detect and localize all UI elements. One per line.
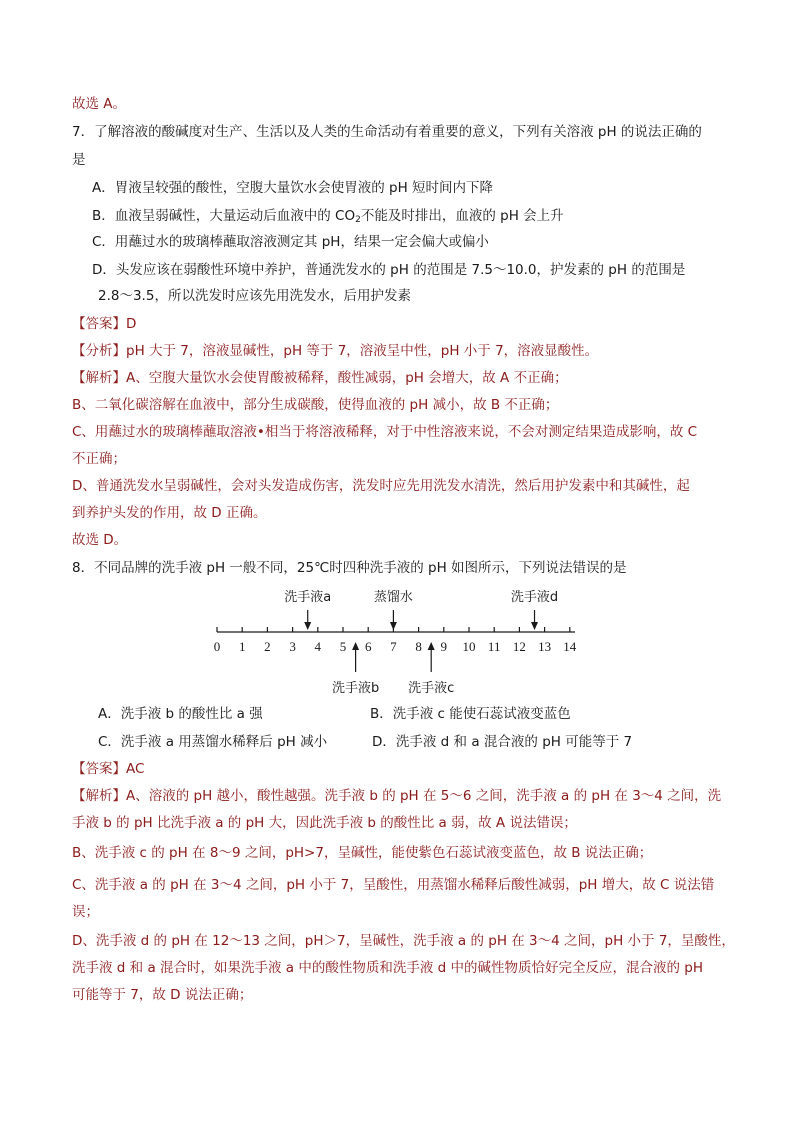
ph-scale-diagram [200, 584, 600, 699]
q8-option-a: A．洗手液 b 的酸性比 a 强 [98, 706, 263, 722]
q8-explain-a-text: A、溶液的 pH 越小，酸性越强。洗手液 b 的 pH 在 5～6 之间，洗手液 a 的 pH 在 3～4 之间，洗 [126, 788, 722, 804]
q7-option-b-sub: 2 [355, 215, 361, 225]
q7-stem-line1: 7．了解溶液的酸碱度对生产、生活以及人类的生命活动有着重要的意义，下列有关溶液 pH 的说法正确的 [72, 124, 702, 140]
q7-option-b-post: 不能及时排出，血液的 pH 会上升 [360, 208, 564, 224]
q8-explain-d-line3: 可能等于 7，故 D 说法正确； [72, 987, 253, 1003]
q7-answer: 【答案】D [72, 316, 137, 332]
q8-option-c: C．洗手液 a 用蒸馏水稀释后 pH 减小 [98, 734, 328, 750]
q8-explain-d-line2: 洗手液 d 和 a 混合时，如果洗手液 a 中的酸性物质和洗手液 d 中的碱性物质恰好完全反应，混合液的 pH [72, 960, 704, 976]
ph-tick-label: 13 [538, 639, 552, 654]
q7-option-d-line2: 2.8～3.5，所以洗发时应该先用洗发水，后用护发素 [98, 288, 411, 304]
q8-explain-tag: 【解析】 [72, 788, 126, 804]
ph-marker-label: 洗手液d [510, 590, 559, 605]
ph-tick-label: 1 [238, 639, 246, 654]
ph-marker-arrow-head [428, 642, 435, 650]
q7-conclusion: 故选 D。 [72, 532, 128, 548]
prev-conclusion: 故选 A。 [72, 96, 127, 112]
ph-ticks [214, 627, 577, 654]
q7-explain-d-line2: 到养护头发的作用，故 D 正确。 [72, 505, 267, 521]
ph-marker-label: 洗手液a [284, 590, 332, 605]
q7-option-b [92, 206, 564, 230]
q7-explain-a-text: A、空腹大量饮水会使胃酸被稀释，酸性减弱，pH 会增大，故 A 不正确； [126, 370, 568, 386]
q8-explain-c-line1: C、洗手液 a 的 pH 在 3～4 之间，pH 小于 7，呈酸性，用蒸馏水稀释后酸性减弱，pH 增大，故 C 说法错 [72, 877, 715, 893]
ph-marker-arrow-head [352, 642, 359, 650]
ph-marker-label: 洗手液b [331, 681, 380, 696]
q7-analysis-tag: 【分析】 [72, 343, 126, 359]
q7-option-d-line1: D．头发应该在弱酸性环境中养护，普通洗发水的 pH 的范围是 7.5～10.0，护发素的 pH 的范围是 [92, 262, 686, 278]
q8-option-b: B．洗手液 c 能使石蕊试液变蓝色 [370, 706, 571, 722]
q7-explain-d-line1: D、普通洗发水呈弱碱性，会对头发造成伤害，洗发时应先用洗发水清洗，然后用护发素中和其碱性，起 [72, 478, 690, 494]
q7-stem-line2: 是 [72, 152, 86, 168]
ph-tick-label: 14 [563, 639, 577, 654]
q8-explain-b: B、洗手液 c 的 pH 在 8～9 之间，pH>7，呈碱性，能使紫色石蕊试液变蓝色，故 B 说法正确； [72, 845, 653, 861]
q7-explain-c-line1: C、用蘸过水的玻璃棒蘸取溶液•相当于将溶液稀释，对于中性溶液来说，不会对测定结果造成影响，故 C [72, 424, 698, 440]
ph-marker-arrow-head [390, 622, 397, 630]
q8-explain-c-line2: 误； [72, 904, 99, 920]
ph-tick-label: 3 [289, 639, 296, 654]
q7-analysis [72, 341, 598, 361]
ph-marker-label: 蒸馏水 [373, 590, 413, 605]
ph-tick-label: 4 [314, 639, 322, 654]
ph-tick-label: 7 [390, 639, 397, 654]
q8-explain-a-line1 [72, 786, 721, 806]
q7-analysis-text: pH 大于 7，溶液显碱性，pH 等于 7，溶液呈中性，pH 小于 7，溶液显酸性。 [126, 343, 599, 359]
q8-option-d: D．洗手液 d 和 a 混合液的 pH 可能等于 7 [372, 734, 633, 750]
q7-option-a: A．胃液呈较强的酸性，空腹大量饮水会使胃液的 pH 短时间内下降 [92, 180, 494, 196]
ph-tick-label: 2 [264, 639, 271, 654]
ph-tick-label: 10 [462, 639, 476, 654]
q8-explain-d-line1: D、洗手液 d 的 pH 在 12～13 之间，pH＞7，呈碱性，洗手液 a 的 pH 在 3～4 之间，pH 小于 7，呈酸性， [72, 933, 735, 949]
q8-stem: 8．不同品牌的洗手液 pH 一般不同，25℃时四种洗手液的 pH 如图所示，下列说法错误的是 [72, 560, 627, 576]
q7-explain-tag: 【解析】 [72, 370, 126, 386]
ph-tick-label: 9 [440, 639, 448, 654]
ph-tick-label: 11 [487, 639, 501, 654]
ph-tick-label: 5 [339, 639, 347, 654]
q7-explain-b: B、二氧化碳溶解在血液中，部分生成碳酸，使得血液的 pH 减小，故 B 不正确； [72, 397, 559, 413]
q7-option-b-pre: B．血液呈弱碱性，大量运动后血液中的 CO [92, 208, 356, 224]
ph-tick-label: 8 [415, 639, 422, 654]
ph-tick-label: 6 [364, 639, 372, 654]
q7-explain-a [72, 368, 568, 388]
ph-tick-label: 12 [512, 639, 526, 654]
ph-marker-arrow-head [304, 622, 311, 630]
q7-option-c: C．用蘸过水的玻璃棒蘸取溶液测定其 pH，结果一定会偏大或偏小 [92, 234, 489, 250]
q7-explain-c-line2: 不正确； [72, 451, 126, 467]
ph-tick-label: 0 [213, 639, 221, 654]
ph-marker-label: 洗手液c [408, 681, 455, 696]
ph-marker-arrow-head [531, 622, 538, 630]
q8-answer: 【答案】AC [72, 761, 145, 777]
q8-explain-a-line2: 手液 b 的 pH 比洗手液 a 的 pH 大，因此洗手液 b 的酸性比 a 弱，故 A 说法错误； [72, 815, 577, 831]
